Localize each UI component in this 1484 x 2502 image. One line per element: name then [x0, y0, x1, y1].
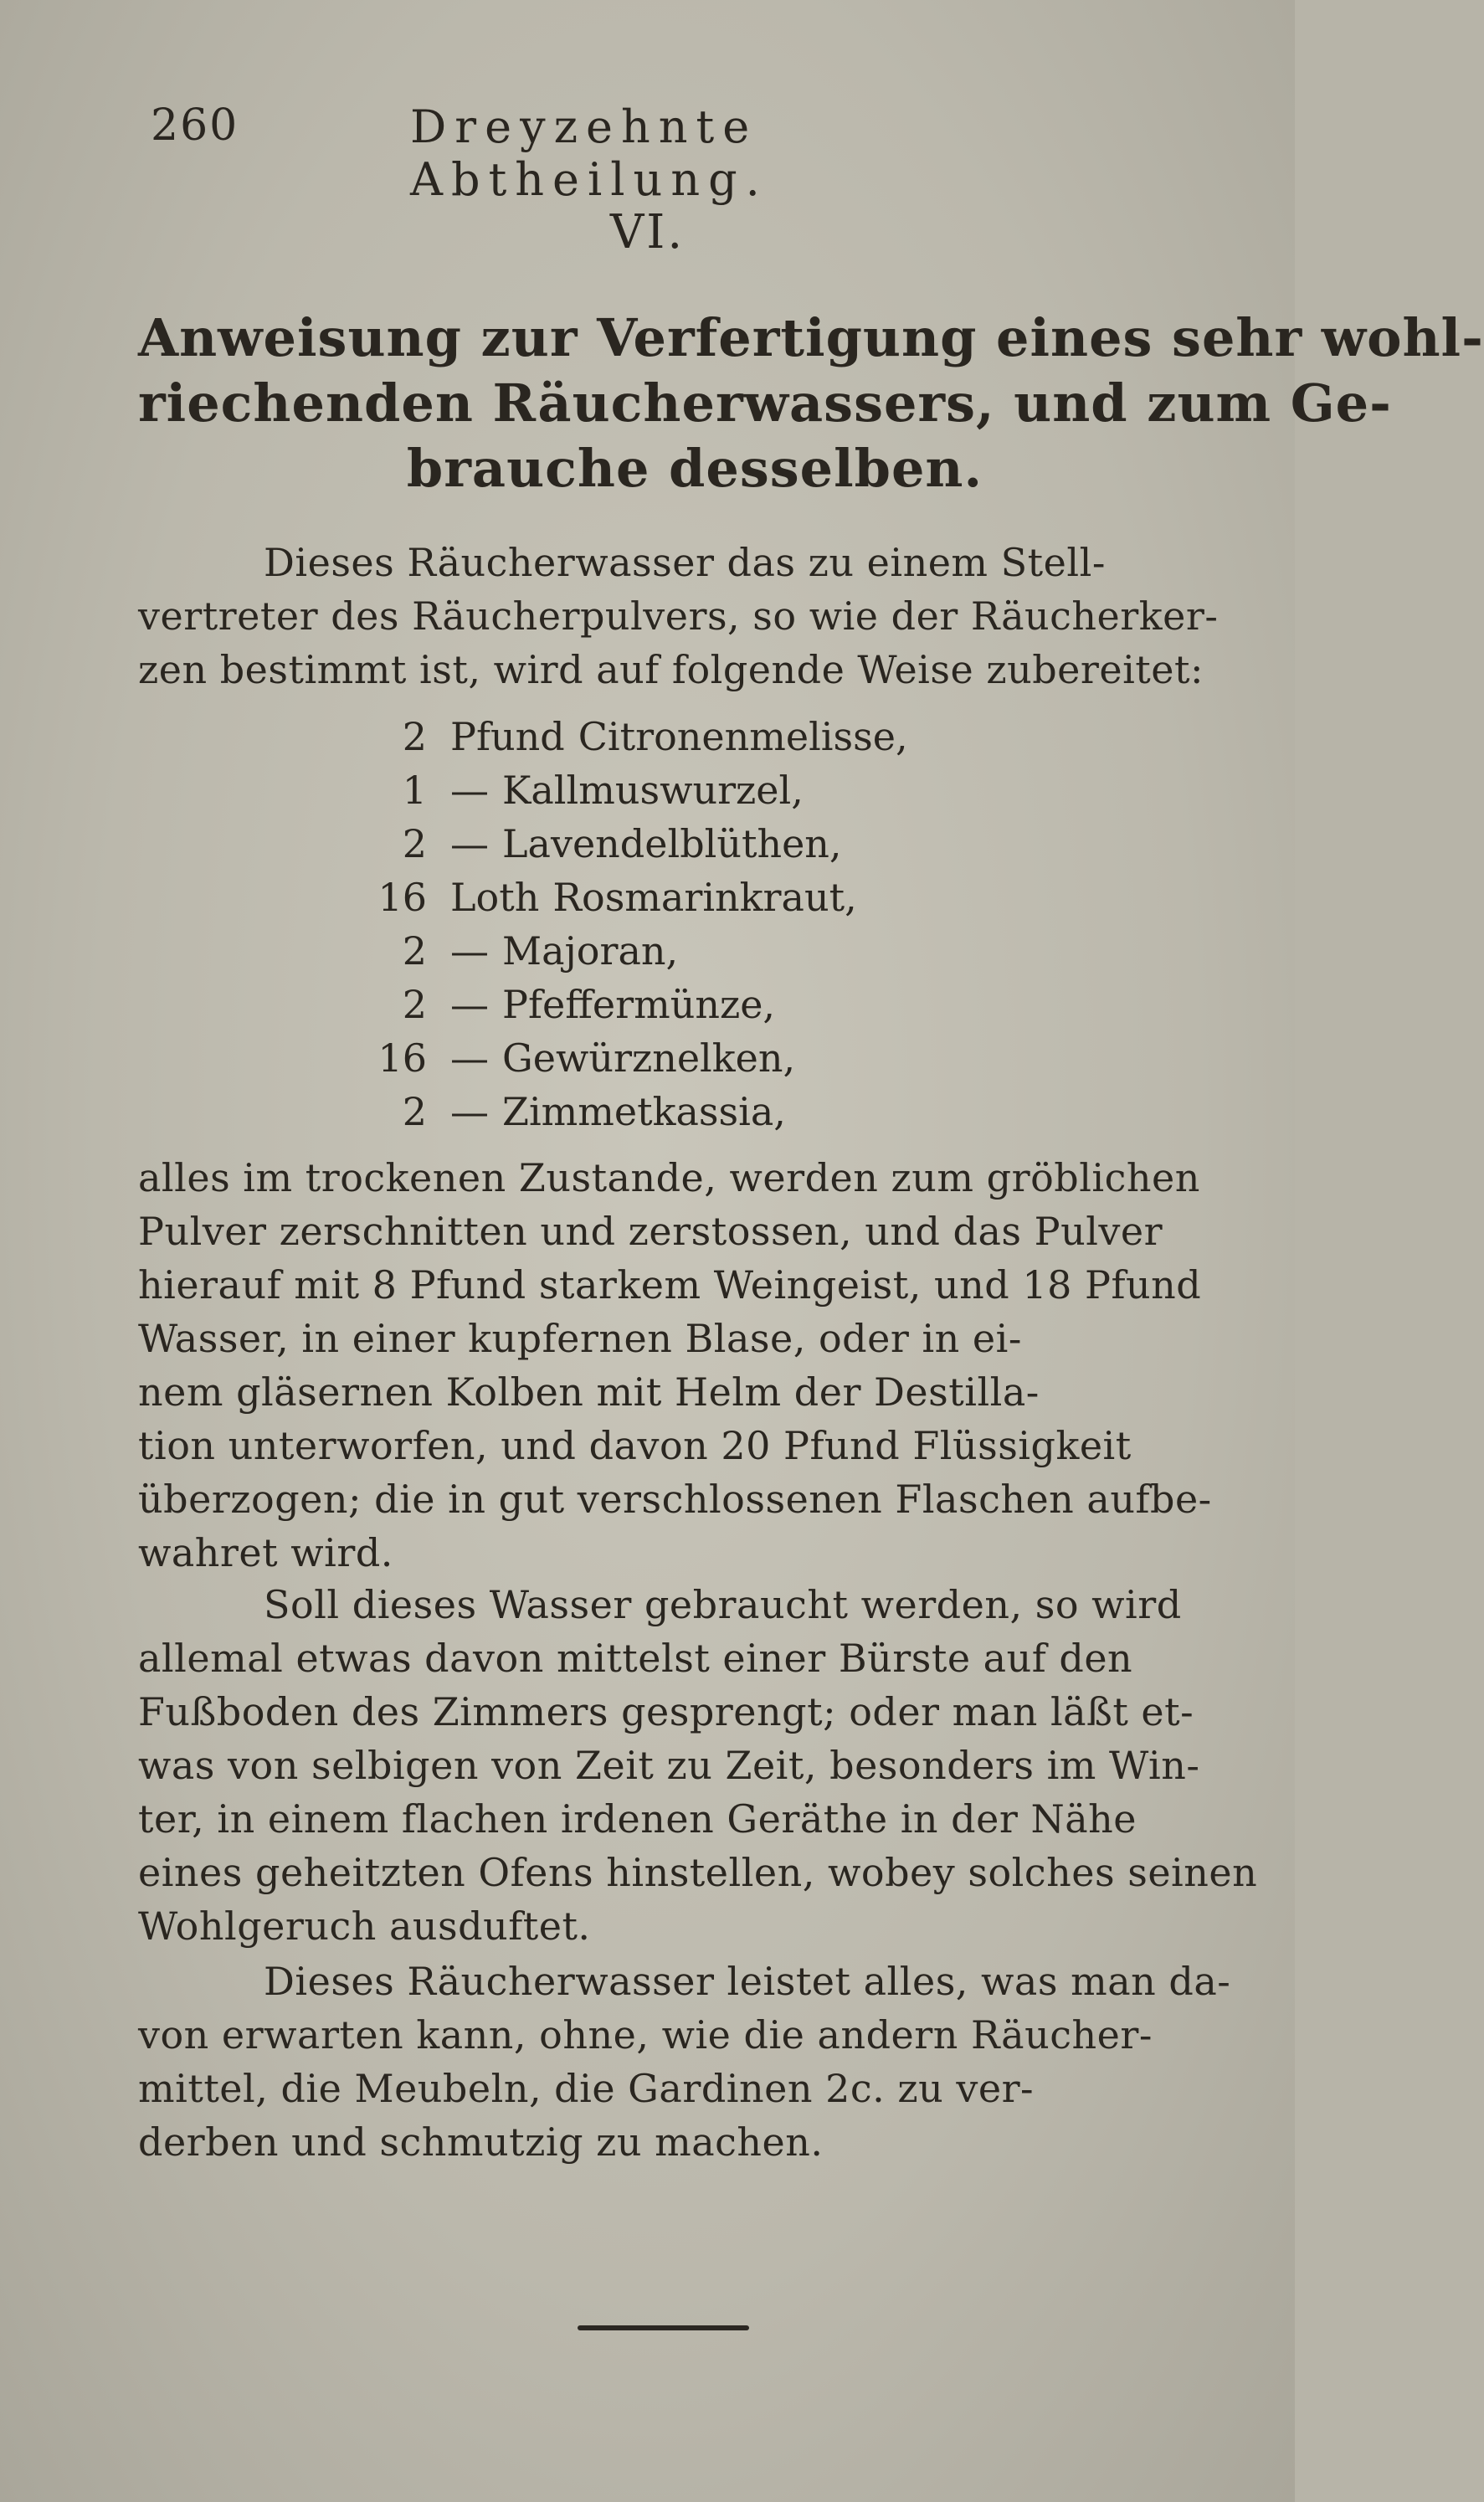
text-line: mittel, die Meubeln, die Gardinen 2c. zu ver-: [138, 2066, 1035, 2111]
ingredient-name: Lavendelblüthen,: [502, 821, 842, 866]
ingredient-unit: —: [450, 928, 489, 974]
text-line: vertreter des Räucherpulvers, so wie der Räucherker-: [138, 593, 1219, 639]
paragraph-3: [138, 1578, 1260, 1953]
text-line: eines geheitzten Ofens hinstellen, wobey solches seinen: [138, 1850, 1258, 1895]
ingredient-unit: Pfund: [450, 714, 565, 759]
ingredient-qty: 16: [377, 875, 427, 920]
text-line: alles im trockenen Zustande, werden zum gröblichen: [138, 1155, 1200, 1200]
title-line: brauche desselben.: [406, 438, 983, 499]
title-line: riechenden Räucherwassers, und zum Ge-: [138, 372, 1392, 434]
text-line: derben und schmutzig zu machen.: [138, 2119, 824, 2165]
text-line: wahret wird.: [138, 1530, 393, 1575]
ingredient-unit: —: [450, 821, 489, 866]
ingredient-unit: —: [450, 768, 489, 813]
text-line: allemal etwas davon mittelst einer Bürste auf den: [138, 1636, 1133, 1681]
text-line: tion unterworfen, und davon 20 Pfund Flüssigkeit: [138, 1423, 1132, 1468]
ingredient-name: Zimmetkassia,: [502, 1089, 786, 1134]
text-line: Dieses Räucherwasser das zu einem Stell-: [264, 540, 1106, 585]
ingredient-name: Majoran,: [502, 928, 679, 974]
section-number: VI.: [609, 205, 686, 259]
ingredient-row: [335, 978, 1088, 1031]
text-line: Dieses Räucherwasser leistet alles, was man da-: [264, 1959, 1231, 2004]
ingredient-row: [335, 710, 1088, 763]
ingredient-row: [335, 763, 1088, 817]
text-line: Pulver zerschnitten und zerstossen, und das Pulver: [138, 1209, 1163, 1254]
ingredient-name: Pfeffermünze,: [502, 982, 776, 1027]
text-line: von erwarten kann, ohne, wie die andern Räucher-: [138, 2012, 1153, 2058]
ingredient-name: Rosmarinkraut,: [552, 875, 857, 920]
ingredient-unit: —: [450, 1035, 489, 1081]
ingredient-row: [335, 871, 1088, 924]
ingredient-row: [335, 817, 1088, 871]
text-line: was von selbigen von Zeit zu Zeit, besonders im Win-: [138, 1743, 1200, 1788]
text-line: nem gläsernen Kolben mit Helm der Destilla-: [138, 1369, 1040, 1415]
section-end-rule: [578, 2325, 749, 2330]
paragraph-4: [138, 1955, 1260, 2169]
text-line: überzogen; die in gut verschlossenen Flaschen aufbe-: [138, 1477, 1212, 1522]
page-header: [151, 100, 1105, 206]
text-line: hierauf mit 8 Pfund starkem Weingeist, und 18 Pfund: [138, 1262, 1202, 1308]
ingredient-unit: —: [450, 1089, 489, 1134]
ingredient-qty: 2: [402, 1089, 427, 1134]
text-line: Wasser, in einer kupfernen Blase, oder in ei-: [138, 1316, 1022, 1361]
ingredient-unit: —: [450, 982, 489, 1027]
ingredient-row: [335, 1031, 1088, 1085]
text-line: Fußboden des Zimmers gesprengt; oder man läßt et-: [138, 1689, 1194, 1734]
page-number: 260: [151, 100, 239, 151]
ingredient-qty: 1: [402, 768, 427, 813]
text-line: zen bestimmt ist, wird auf folgende Weise zubereitet:: [138, 647, 1204, 692]
paragraph-2: [138, 1151, 1260, 1580]
ingredient-row: [335, 924, 1088, 978]
text-line: Soll dieses Wasser gebraucht werden, so wird: [264, 1582, 1182, 1627]
ingredient-name: Kallmuswurzel,: [502, 768, 804, 813]
ingredient-qty: 2: [402, 714, 427, 759]
ingredient-qty: 2: [402, 928, 427, 974]
text-line: ter, in einem flachen irdenen Geräthe in der Nähe: [138, 1796, 1137, 1842]
running-head: Dreyzehnte Abtheilung.: [410, 100, 768, 206]
ingredient-qty: 2: [402, 982, 427, 1027]
section-title: [138, 306, 1484, 501]
ingredient-name: Citronenmelisse,: [578, 714, 908, 759]
text-line: Wohlgeruch ausduftet.: [138, 1903, 591, 1949]
ingredient-name: Gewürznelken,: [502, 1035, 796, 1081]
ingredient-list: [335, 710, 1088, 1138]
ingredient-qty: 2: [402, 821, 427, 866]
ingredient-unit: Loth: [450, 875, 540, 920]
paragraph-1: [138, 536, 1260, 696]
ingredient-qty: 16: [377, 1035, 427, 1081]
title-line: Anweisung zur Verfertigung eines sehr wohl-: [138, 307, 1484, 368]
ingredient-row: [335, 1085, 1088, 1138]
